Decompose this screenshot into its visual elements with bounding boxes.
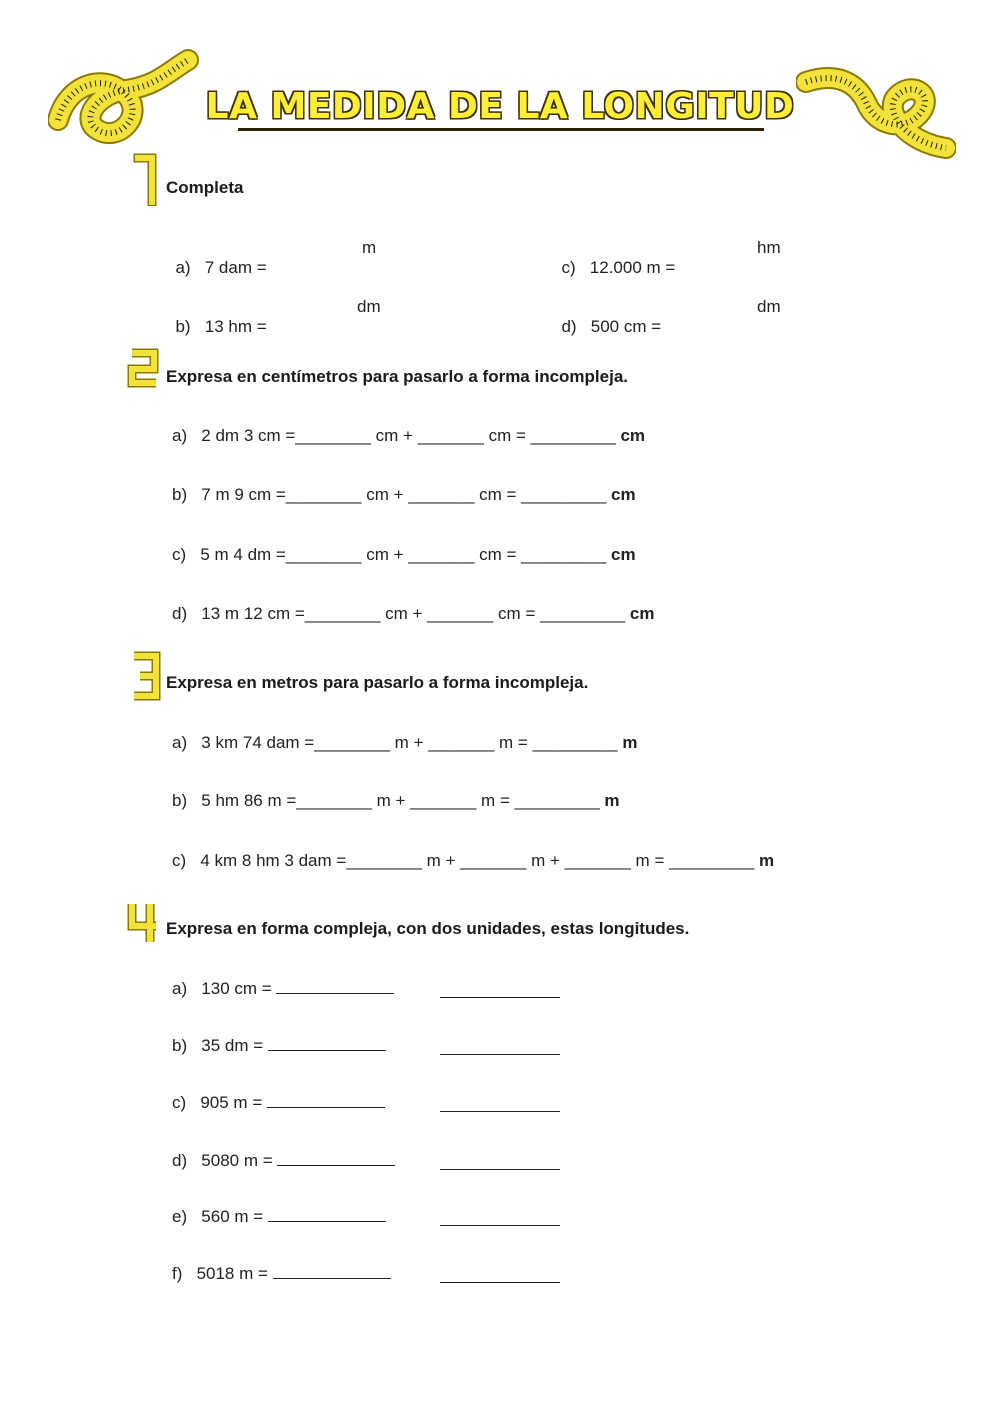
number-badge-icon [126, 345, 162, 399]
answer-blank[interactable] [440, 983, 560, 998]
list-item: a) 3 km 74 dam =________ m + _______ m = _________ m [172, 733, 638, 752]
unit-label: hm [757, 238, 781, 257]
section-1-heading: Completa [166, 178, 244, 197]
unit-label: m [362, 238, 377, 257]
list-item: a) 7 dam = [175, 258, 267, 277]
page-title: LA MEDIDA DE LA LONGITUD [205, 86, 795, 127]
answer-blank[interactable] [440, 1097, 560, 1112]
list-item: c) 905 m = [172, 1093, 385, 1113]
answer-blank[interactable] [440, 1211, 560, 1226]
list-item: d) 500 cm = [561, 317, 662, 336]
list-item: b) 35 dm = [172, 1036, 386, 1056]
section-2-heading: Expresa en centímetros para pasarlo a forma incompleja. [166, 367, 629, 386]
list-item: a) 130 cm = [172, 979, 394, 999]
answer-blank[interactable] [440, 1040, 560, 1055]
list-item: a) 2 dm 3 cm =________ cm + _______ cm = _________ cm [172, 426, 646, 445]
answer-blank[interactable] [440, 1268, 560, 1283]
list-item: d) 5080 m = [172, 1151, 395, 1171]
number-badge-icon [130, 152, 166, 206]
list-item: b) 7 m 9 cm =________ cm + _______ cm = _________ cm [172, 485, 636, 504]
list-item: b) 13 hm = [175, 317, 267, 336]
list-item: c) 12.000 m = [561, 258, 676, 277]
section-3-heading: Expresa en metros para pasarlo a forma incompleja. [166, 673, 589, 692]
number-badge-icon [126, 900, 162, 954]
list-item: c) 4 km 8 hm 3 dam =________ m + _______ m + _______ m = _________ m [172, 851, 775, 870]
list-item: e) 560 m = [172, 1207, 386, 1227]
number-badge-icon [128, 650, 164, 704]
list-item: b) 5 hm 86 m =________ m + _______ m = _________ m [172, 791, 620, 810]
list-item: c) 5 m 4 dm =________ cm + _______ cm = _________ cm [172, 545, 636, 564]
list-item: d) 13 m 12 cm =________ cm + _______ cm = _________ cm [172, 604, 655, 623]
answer-blank[interactable] [440, 1155, 560, 1170]
list-item: f) 5018 m = [172, 1264, 391, 1284]
section-4-heading: Expresa en forma compleja, con dos unidades, estas longitudes. [166, 919, 690, 938]
unit-label: dm [757, 297, 781, 316]
unit-label: dm [357, 297, 381, 316]
title-underline [238, 128, 764, 131]
